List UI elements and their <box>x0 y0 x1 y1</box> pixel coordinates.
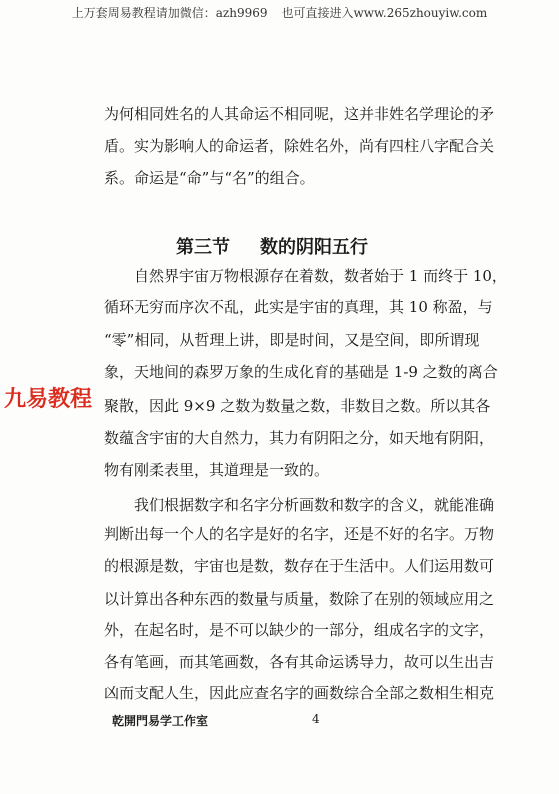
text-line: 物有刚柔表里，其道理是一致的。 <box>104 461 330 479</box>
page-number: 4 <box>312 712 320 726</box>
text-line: 各有笔画，而其笔画数，各有其命运诱导力，故可以生出吉 <box>104 653 495 671</box>
text-line: 外，在起名时，是不可以缺少的一部分，组成名字的文字， <box>104 621 495 639</box>
footer-studio-name: 乾開門易学工作室 <box>112 714 209 728</box>
section-number: 第三节 <box>176 237 230 258</box>
text-line: 以计算出各种东西的数量与质量，数除了在别的领域应用之 <box>104 590 495 608</box>
header-website-text: 也可直接进入www.265zhouyiw.com <box>281 6 488 20</box>
text-line: “零”相同，从哲理上讲，即是时间，又是空间，即所谓现 <box>104 331 480 349</box>
section-heading <box>176 233 368 259</box>
text-line: 我们根据数字和名字分析画数和数字的含义，就能准确 <box>104 496 495 514</box>
text-line: 循环无穷而序次不乱，此实是宇宙的真理，其 10 称盈，与 <box>104 298 493 316</box>
header-banner <box>0 4 559 21</box>
text-line: 自然界宇宙万物根源存在着数，数者始于 1 而终于 10， <box>104 267 507 285</box>
text-line: 系。命运是“命”与“名”的组合。 <box>104 169 315 187</box>
text-line: 聚散，因此 9×9 之数为数量之数，非数目之数。所以其各 <box>104 397 491 415</box>
text-line: 的根源是数，宇宙也是数，数存在于生活中。人们运用数可 <box>104 557 495 575</box>
text-line: 数蕴含宇宙的大自然力，其力有阴阳之分，如天地有阴阳， <box>104 429 495 447</box>
text-line: 判断出每一个人的名字是好的名字，还是不好的名字。万物 <box>104 525 495 543</box>
text-line: 凶而支配人生，因此应查名字的画数综合全部之数相生相克 <box>104 684 495 702</box>
text-line: 为何相同姓名的人其命运不相同呢，这并非姓名学理论的矛 <box>104 105 495 123</box>
text-line: 象，天地间的森罗万象的生成化育的基础是 1-9 之数的离合 <box>104 363 498 381</box>
section-title: 数的阴阳五行 <box>260 237 368 258</box>
text-line: 盾。实为影响人的命运者，除姓名外，尚有四柱八字配合关 <box>104 137 495 155</box>
watermark-logo: 九易教程 <box>4 387 93 412</box>
header-wechat-text: 上万套周易教程请加微信：azh9969 <box>71 6 268 20</box>
